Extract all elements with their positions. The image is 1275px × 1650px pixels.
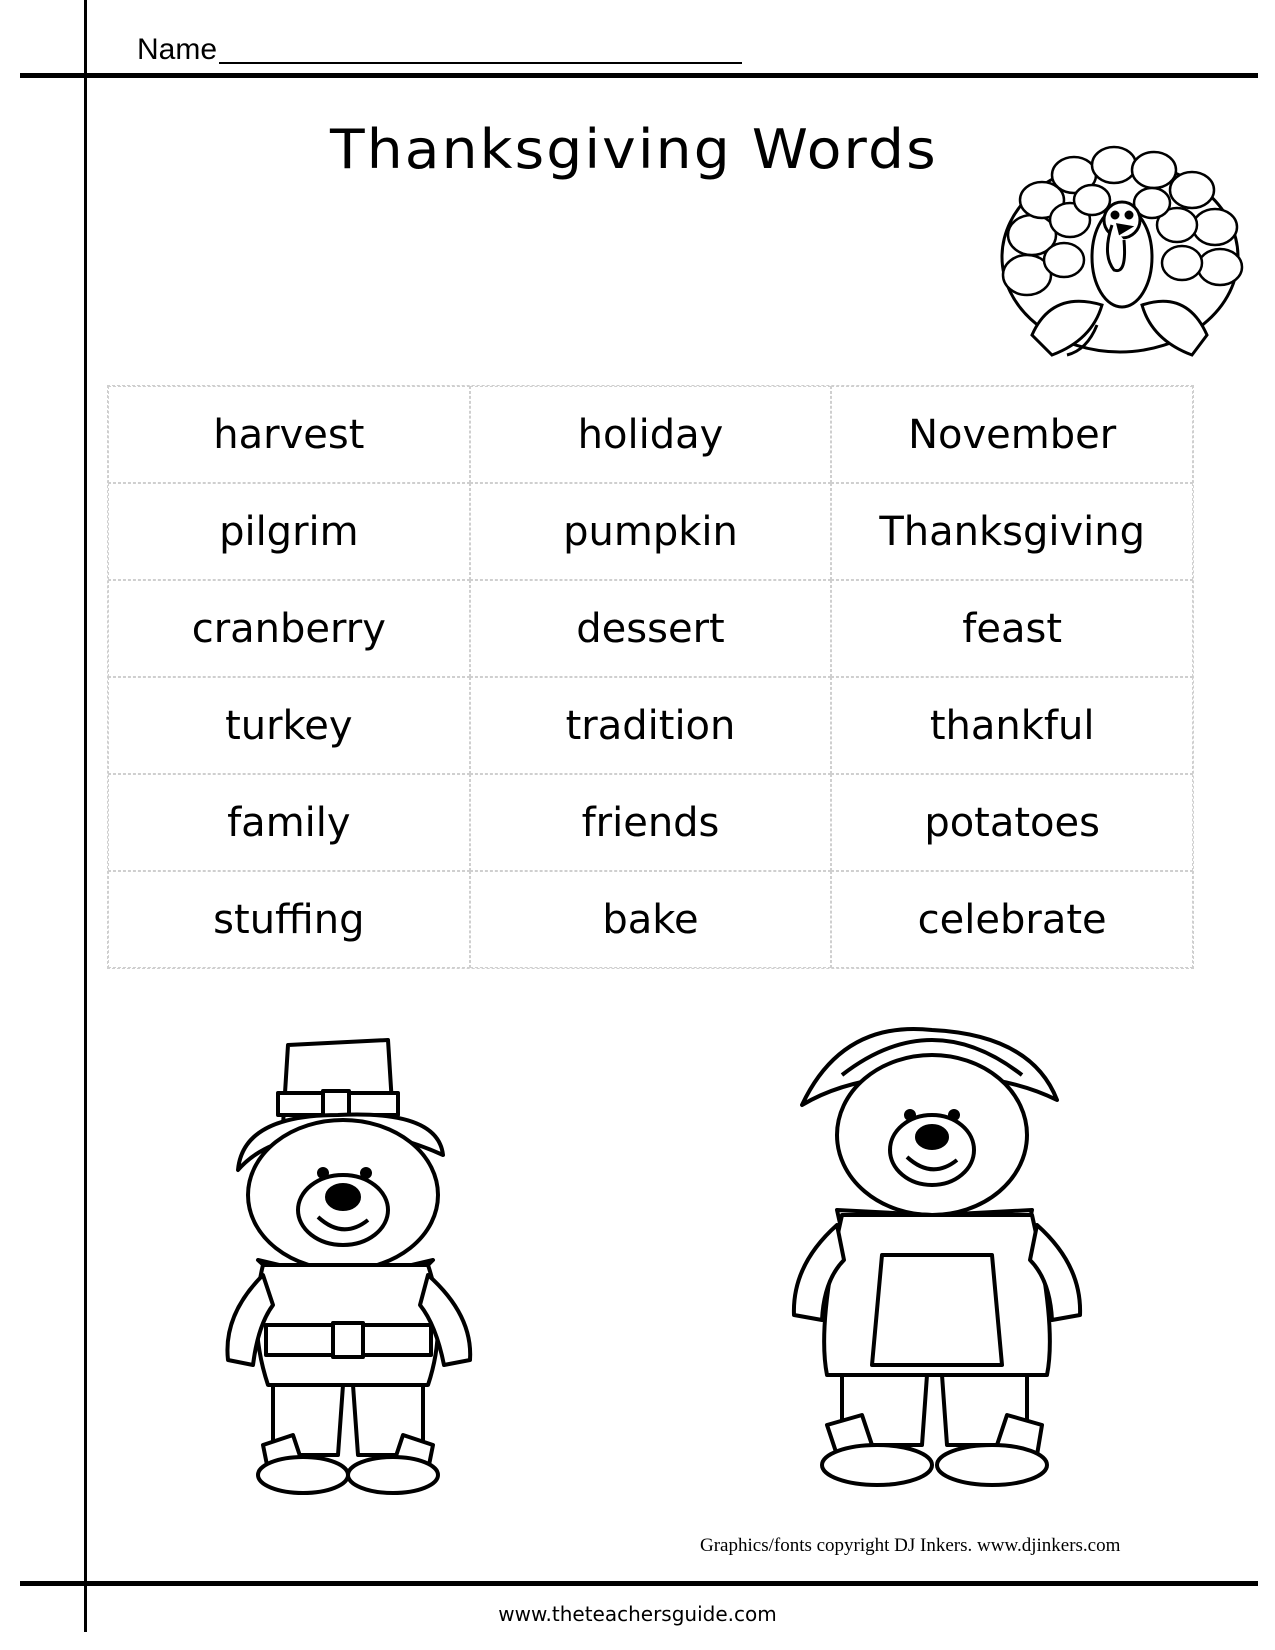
word-cell: stuffing [108,871,470,968]
turkey-icon [992,145,1247,365]
copyright-notice: Graphics/fonts copyright DJ Inkers. www.djinkers.com [700,1535,1121,1556]
margin-vertical-line [84,0,87,1632]
word-cell: holiday [470,386,832,483]
word-cell: friends [470,774,832,871]
name-write-line[interactable] [219,62,742,64]
word-cell: November [831,386,1193,483]
word-cell: celebrate [831,871,1193,968]
name-label: Name [137,33,218,66]
word-cell: feast [831,580,1193,677]
word-cell: cranberry [108,580,470,677]
header-divider [20,73,1258,78]
word-cell: turkey [108,677,470,774]
word-cell: potatoes [831,774,1193,871]
word-cell: Thanksgiving [831,483,1193,580]
footer-url[interactable]: www.theteachersguide.com [498,1602,777,1626]
word-cell: dessert [470,580,832,677]
word-cell: harvest [108,386,470,483]
pilgrim-girl-bear-icon [782,1025,1092,1505]
word-cell: thankful [831,677,1193,774]
pilgrim-boy-bear-icon [208,1025,508,1505]
name-field [137,28,742,68]
word-cell: pilgrim [108,483,470,580]
word-cell: bake [470,871,832,968]
word-grid [107,385,1194,969]
word-cell: pumpkin [470,483,832,580]
footer-divider [20,1581,1258,1586]
word-cell: tradition [470,677,832,774]
page-title: Thanksgiving Words [330,118,938,181]
word-cell: family [108,774,470,871]
